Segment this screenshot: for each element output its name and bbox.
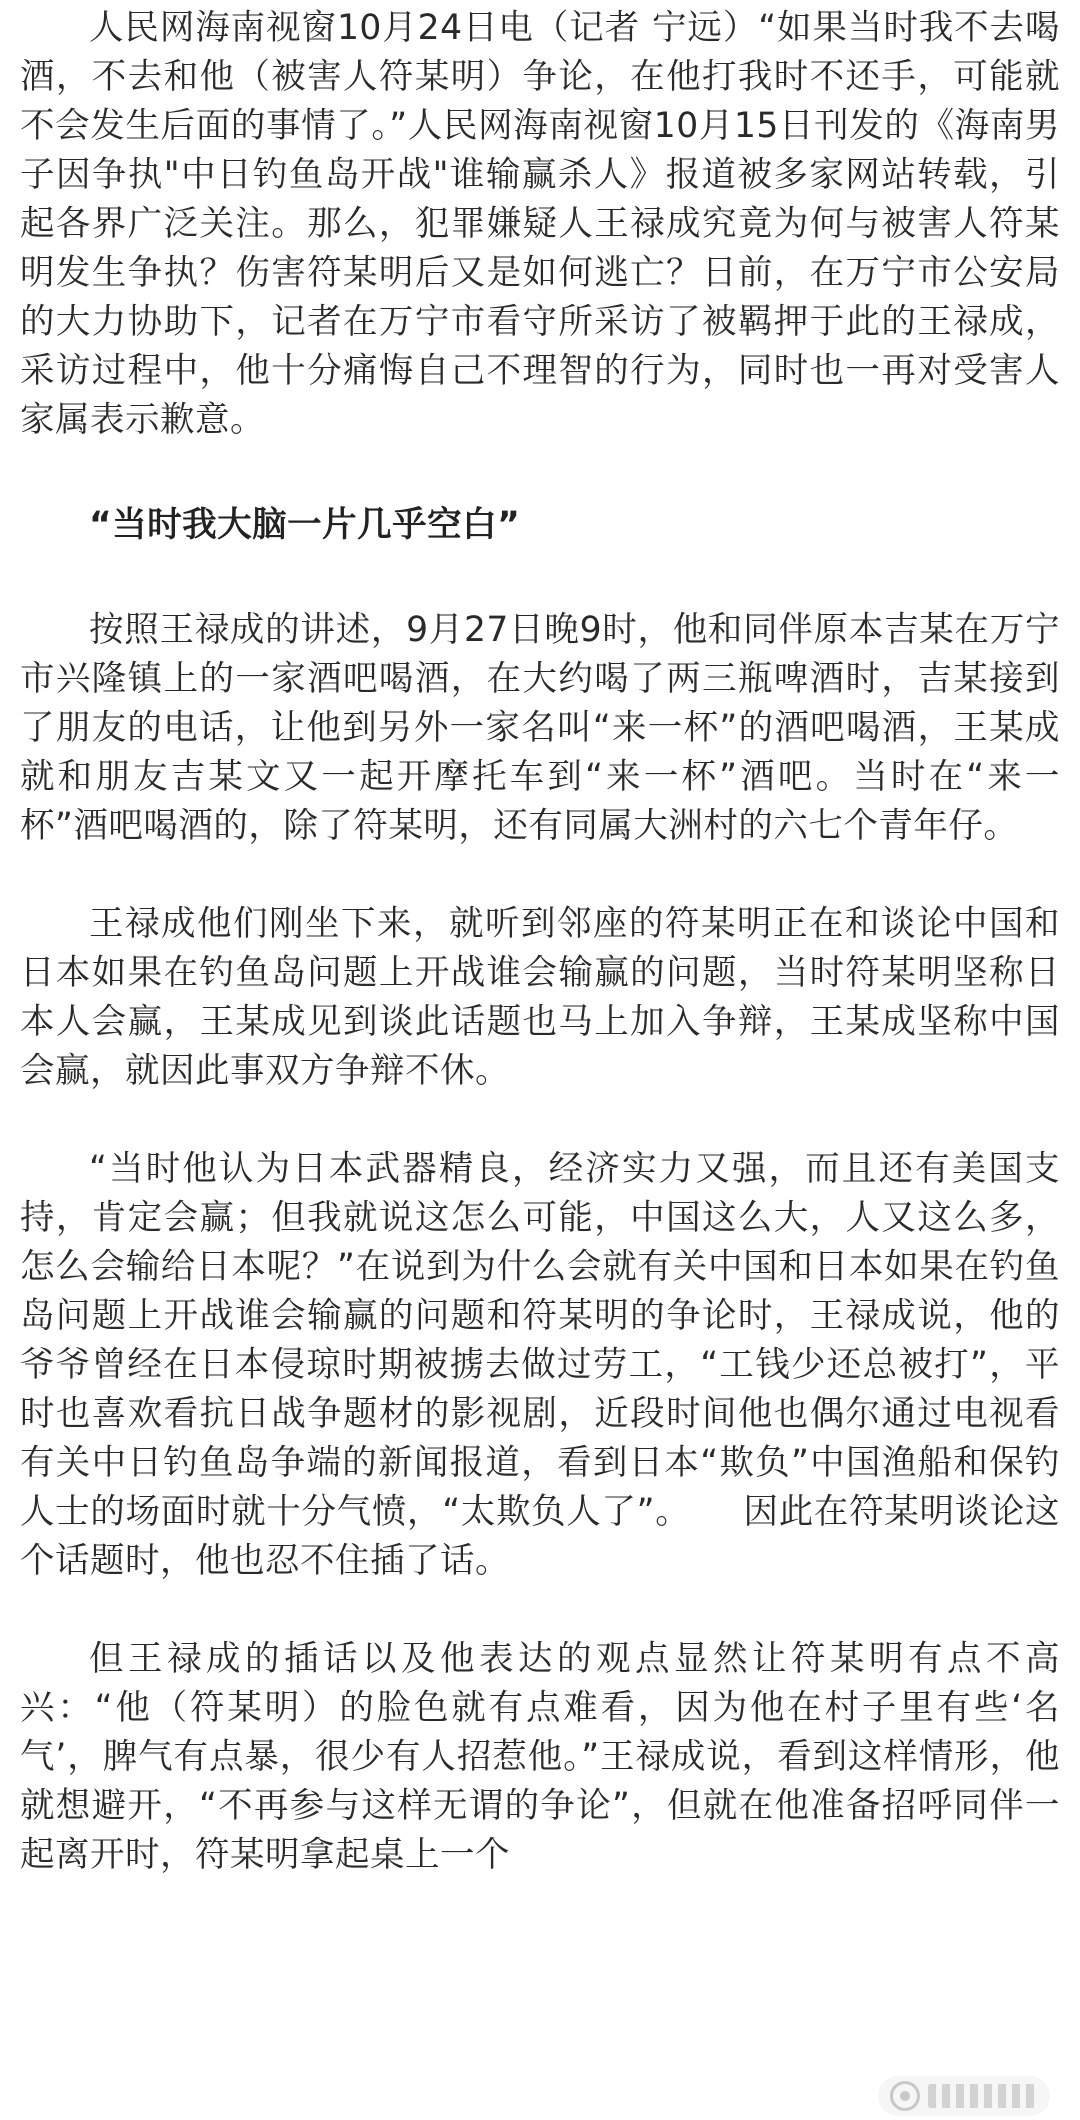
watermark-text <box>928 2084 1038 2108</box>
article-paragraph: 王禄成他们刚坐下来，就听到邻座的符某明正在和谈论中国和日本如果在钓鱼岛问题上开战谁会输赢的问题，当时符某明坚称日本人会赢，王某成见到谈此话题也马上加入争辩，王某成坚称中国会赢，就因此事双方争辩不休。 <box>20 904 1060 1091</box>
article-paragraph: 但王禄成的插话以及他表达的观点显然让符某明有点不高兴：“他（符某明）的脸色就有点难看，因为他在村子里有些‘名气’，脾气有点暴，很少有人招惹他。”王禄成说，看到这样情形，他就想避开，“不再参与这样无谓的争论”，但就在他准备招呼同伴一起离开时，符某明拿起桌上一个 <box>20 1639 1060 1875</box>
article-paragraph: 人民网海南视窗10月24日电（记者 宁远）“如果当时我不去喝酒，不去和他（被害人符某明）争论，在他打我时不还手，可能就不会发生后面的事情了。”人民网海南视窗10月15日刊发的《海南男子因争执"中日钓鱼岛开战"谁输赢杀人》报道被多家网站转载，引起各界广泛关注。那么，犯罪嫌疑人王禄成究竟为何与被害人符某明发生争执？伤害符某明后又是如何逃亡？日前，在万宁市公安局的大力协助下，记者在万宁市看守所采访了被羁押于此的王禄成，采访过程中，他十分痛悔自己不理智的行为，同时也一再对受害人家属表示歉意。 <box>20 8 1060 440</box>
article-body <box>20 4 1060 1880</box>
section-heading: “当时我大脑一片几乎空白” <box>89 505 521 545</box>
article-paragraph: 按照王禄成的讲述，9月27日晚9时，他和同伴原本吉某在万宁市兴隆镇上的一家酒吧喝酒，在大约喝了两三瓶啤酒时，吉某接到了朋友的电话，让他到另外一家名叫“来一杯”的酒吧喝酒，王某成就和朋友吉某文又一起开摩托车到“来一杯”酒吧。当时在“来一杯”酒吧喝酒的，除了符某明，还有同属大洲村的六七个青年仔。 <box>20 610 1060 846</box>
article-paragraph: “当时他认为日本武器精良，经济实力又强，而且还有美国支持，肯定会赢；但我就说这怎么可能，中国这么大，人又这么多，怎么会输给日本呢？”在说到为什么会就有关中国和日本如果在钓鱼岛问题上开战谁会输赢的问题和符某明的争论时，王禄成说，他的爷爷曾经在日本侵琼时期被掳去做过劳工，“工钱少还总被打”，平时也喜欢看抗日战争题材的影视剧，近段时间他也偶尔通过电视看有关中日钓鱼岛争端的新闻报道，看到日本“欺负”中国渔船和保钓人士的场面时就十分气愤，“太欺负人了”。 因此在符某明谈论这个话题时，他也忍不住插了话。 <box>20 1149 1060 1581</box>
logo-icon <box>890 2081 920 2111</box>
watermark <box>878 2076 1050 2116</box>
